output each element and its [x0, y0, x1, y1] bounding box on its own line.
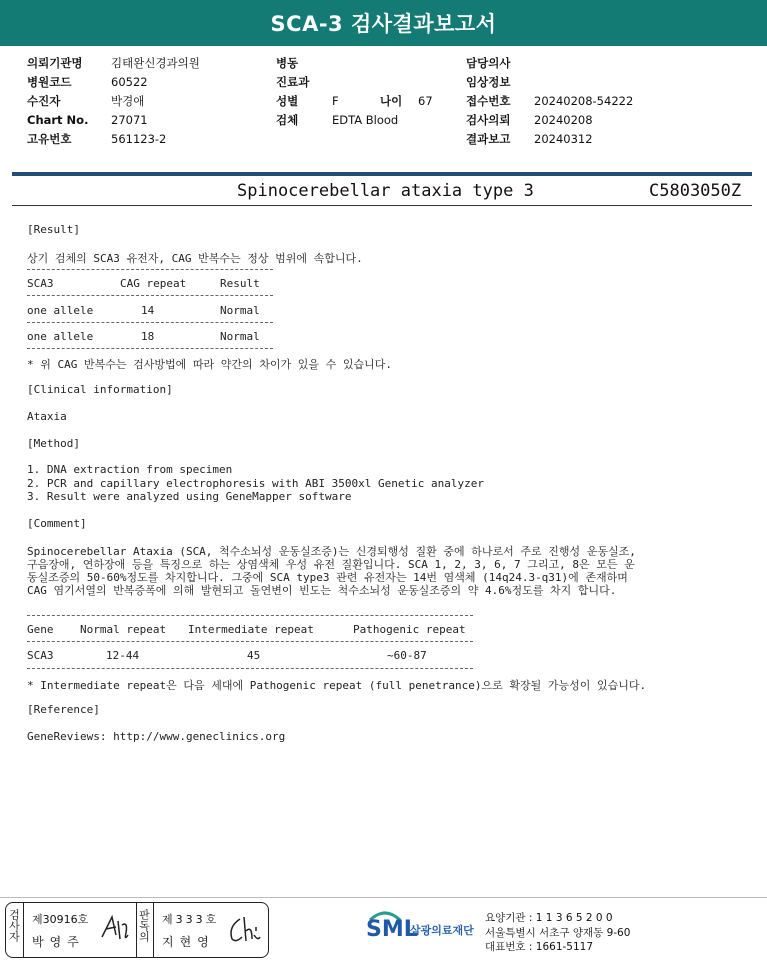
- inspector-name: 박영주: [32, 935, 85, 949]
- sex-label: 성별: [276, 94, 299, 108]
- divider: [12, 205, 752, 206]
- table1-col: CAG repeat: [120, 277, 187, 290]
- info-label: Chart No.: [27, 113, 89, 127]
- info-value: 김태완신경과의원: [111, 56, 200, 70]
- table-row: [220, 330, 260, 343]
- contact-line: 서울특별시 서초구 양재동 9-60: [485, 927, 631, 939]
- age-label: 나이: [380, 94, 403, 108]
- cell: 14: [141, 304, 155, 317]
- cell: Normal: [220, 304, 260, 317]
- info-label: 접수번호: [466, 94, 511, 108]
- org-name: 삼광의료재단: [410, 924, 474, 937]
- divider: [27, 322, 273, 323]
- table2-header: Intermediate repeat: [188, 623, 314, 636]
- info-value: 박경애: [111, 94, 145, 108]
- table-row: [27, 304, 93, 317]
- reference-heading: [Reference]: [27, 703, 100, 716]
- result-note: * 위 CAG 반복수는 검사방법에 따라 약간의 차이가 있을 수 있습니다.: [27, 358, 392, 371]
- info-right: [466, 54, 633, 149]
- age-value: 67: [418, 94, 433, 108]
- inspector-signature: [98, 911, 132, 945]
- table1-header: [220, 277, 260, 290]
- divider: [27, 295, 273, 296]
- divider: [27, 668, 473, 669]
- divider: [27, 269, 273, 270]
- reviewer-signature: [226, 913, 262, 947]
- info-mid: [276, 54, 433, 130]
- comment-heading: [Comment]: [27, 517, 87, 530]
- info-left: [27, 54, 200, 149]
- info-label: 담당의사: [466, 56, 511, 70]
- specimen-label: 검체: [276, 113, 299, 127]
- reviewer-license: 제333호: [162, 913, 220, 926]
- clinical-text: Ataxia: [27, 410, 67, 423]
- reviewer-label-text: 판독의: [137, 909, 151, 942]
- table2-header: Gene: [27, 623, 54, 636]
- reviewer-name: 지현영: [162, 935, 215, 949]
- cell: one allele: [27, 304, 94, 317]
- table-row: SCA3: [27, 649, 54, 662]
- table-row: ~60-87: [387, 649, 427, 662]
- table1-header: [120, 277, 186, 290]
- info-value: 20240208-54222: [534, 94, 634, 108]
- divider: [0, 897, 767, 898]
- reviewer-label: [138, 909, 150, 944]
- table1-header: [27, 277, 54, 290]
- info-value: 20240208: [534, 113, 593, 127]
- comment-line: CAG 염기서열의 반복증폭에 의해 발현되고 돌연변이 빈도는 척수소뇌성 운동실조증의 약 4.6%정도를 차지 합니다.: [27, 584, 617, 597]
- method-line: 1. DNA extraction from specimen: [27, 463, 233, 476]
- reference-text: GeneReviews: http://www.geneclinics.org: [27, 730, 286, 743]
- inspector-license: 제30916호: [32, 913, 89, 926]
- cell: 18: [141, 330, 155, 343]
- divider: [153, 903, 154, 957]
- info-value: 60522: [111, 75, 148, 89]
- comment-line: 구음장애, 연하장애 등을 특징으로 하는 상염색체 우성 유전 질환입니다. SCA 1, 2, 3, 6, 7 그리고, 8은 모든 운: [27, 558, 635, 571]
- table2-header: Pathogenic repeat: [353, 623, 466, 636]
- method-line: 3. Result were analyzed using GeneMapper software: [27, 490, 352, 503]
- info-value: 561123-2: [111, 132, 167, 146]
- table-row: 12-44: [106, 649, 140, 662]
- divider: [27, 615, 473, 616]
- info-label: 결과보고: [466, 132, 511, 146]
- report-title: SCA-3 검사결과보고서: [0, 0, 767, 46]
- cell: one allele: [27, 330, 94, 343]
- info-label: 병원코드: [27, 75, 72, 89]
- method-line: 2. PCR and capillary electrophoresis with ABI 3500xl Genetic analyzer: [27, 477, 484, 490]
- table-row: [220, 304, 260, 317]
- inspector-label: [8, 909, 20, 944]
- sex-value: F: [332, 94, 339, 108]
- logo: SML: [366, 917, 418, 942]
- divider: [27, 641, 473, 642]
- divider: [23, 903, 24, 957]
- signature-box: [5, 902, 269, 958]
- divider: [27, 348, 273, 349]
- table-row: [141, 304, 154, 317]
- test-name: Spinocerebellar ataxia type 3: [237, 181, 534, 201]
- table-row: [141, 330, 154, 343]
- cell: Normal: [220, 330, 260, 343]
- clinical-heading: [Clinical information]: [27, 383, 173, 396]
- divider: [136, 903, 137, 957]
- ward-label: 병동: [276, 56, 299, 70]
- divider: [12, 172, 752, 176]
- dept-label: 진료과: [276, 75, 310, 89]
- info-label: 수진자: [27, 94, 61, 108]
- method-heading: [Method]: [27, 437, 80, 450]
- table1-col: Result: [220, 277, 260, 290]
- inspector-label-text: 검사자: [7, 909, 21, 942]
- info-label: 고유번호: [27, 132, 72, 146]
- table-row: 45: [247, 649, 261, 662]
- table1-col: SCA3: [27, 277, 54, 290]
- contact-line: 요양기관 : 1 1 3 6 5 2 0 0: [485, 912, 613, 924]
- info-value: 27071: [111, 113, 148, 127]
- info-value: 20240312: [534, 132, 593, 146]
- info-label: 임상정보: [466, 75, 511, 89]
- result-heading: [Result]: [27, 223, 80, 236]
- contact-line: 대표번호 : 1661-5117: [485, 941, 594, 953]
- table-row: [27, 330, 93, 343]
- test-code: C5803050Z: [649, 181, 742, 201]
- info-label: 검사의뢰: [466, 113, 511, 127]
- specimen-value: EDTA Blood: [332, 113, 399, 127]
- table2-note: * Intermediate repeat은 다음 세대에 Pathogenic repeat (full penetrance)으로 확장될 가능성이 있습니다.: [27, 679, 647, 692]
- result-text: 상기 검체의 SCA3 유전자, CAG 반복수는 정상 범위에 속합니다.: [27, 252, 363, 265]
- table2-header: Normal repeat: [80, 623, 167, 636]
- comment-line: Spinocerebellar Ataxia (SCA, 척수소뇌성 운동실조증)는 신경퇴행성 질환 중에 하나로서 주로 진행성 운동실조,: [27, 545, 636, 558]
- comment-line: 동실조증의 50-60%정도를 차지합니다. 그중에 SCA type3 관련 유전자는 14번 염색체 (14q24.3-q31)에 존재하며: [27, 571, 628, 584]
- info-label: 의뢰기관명: [27, 56, 83, 70]
